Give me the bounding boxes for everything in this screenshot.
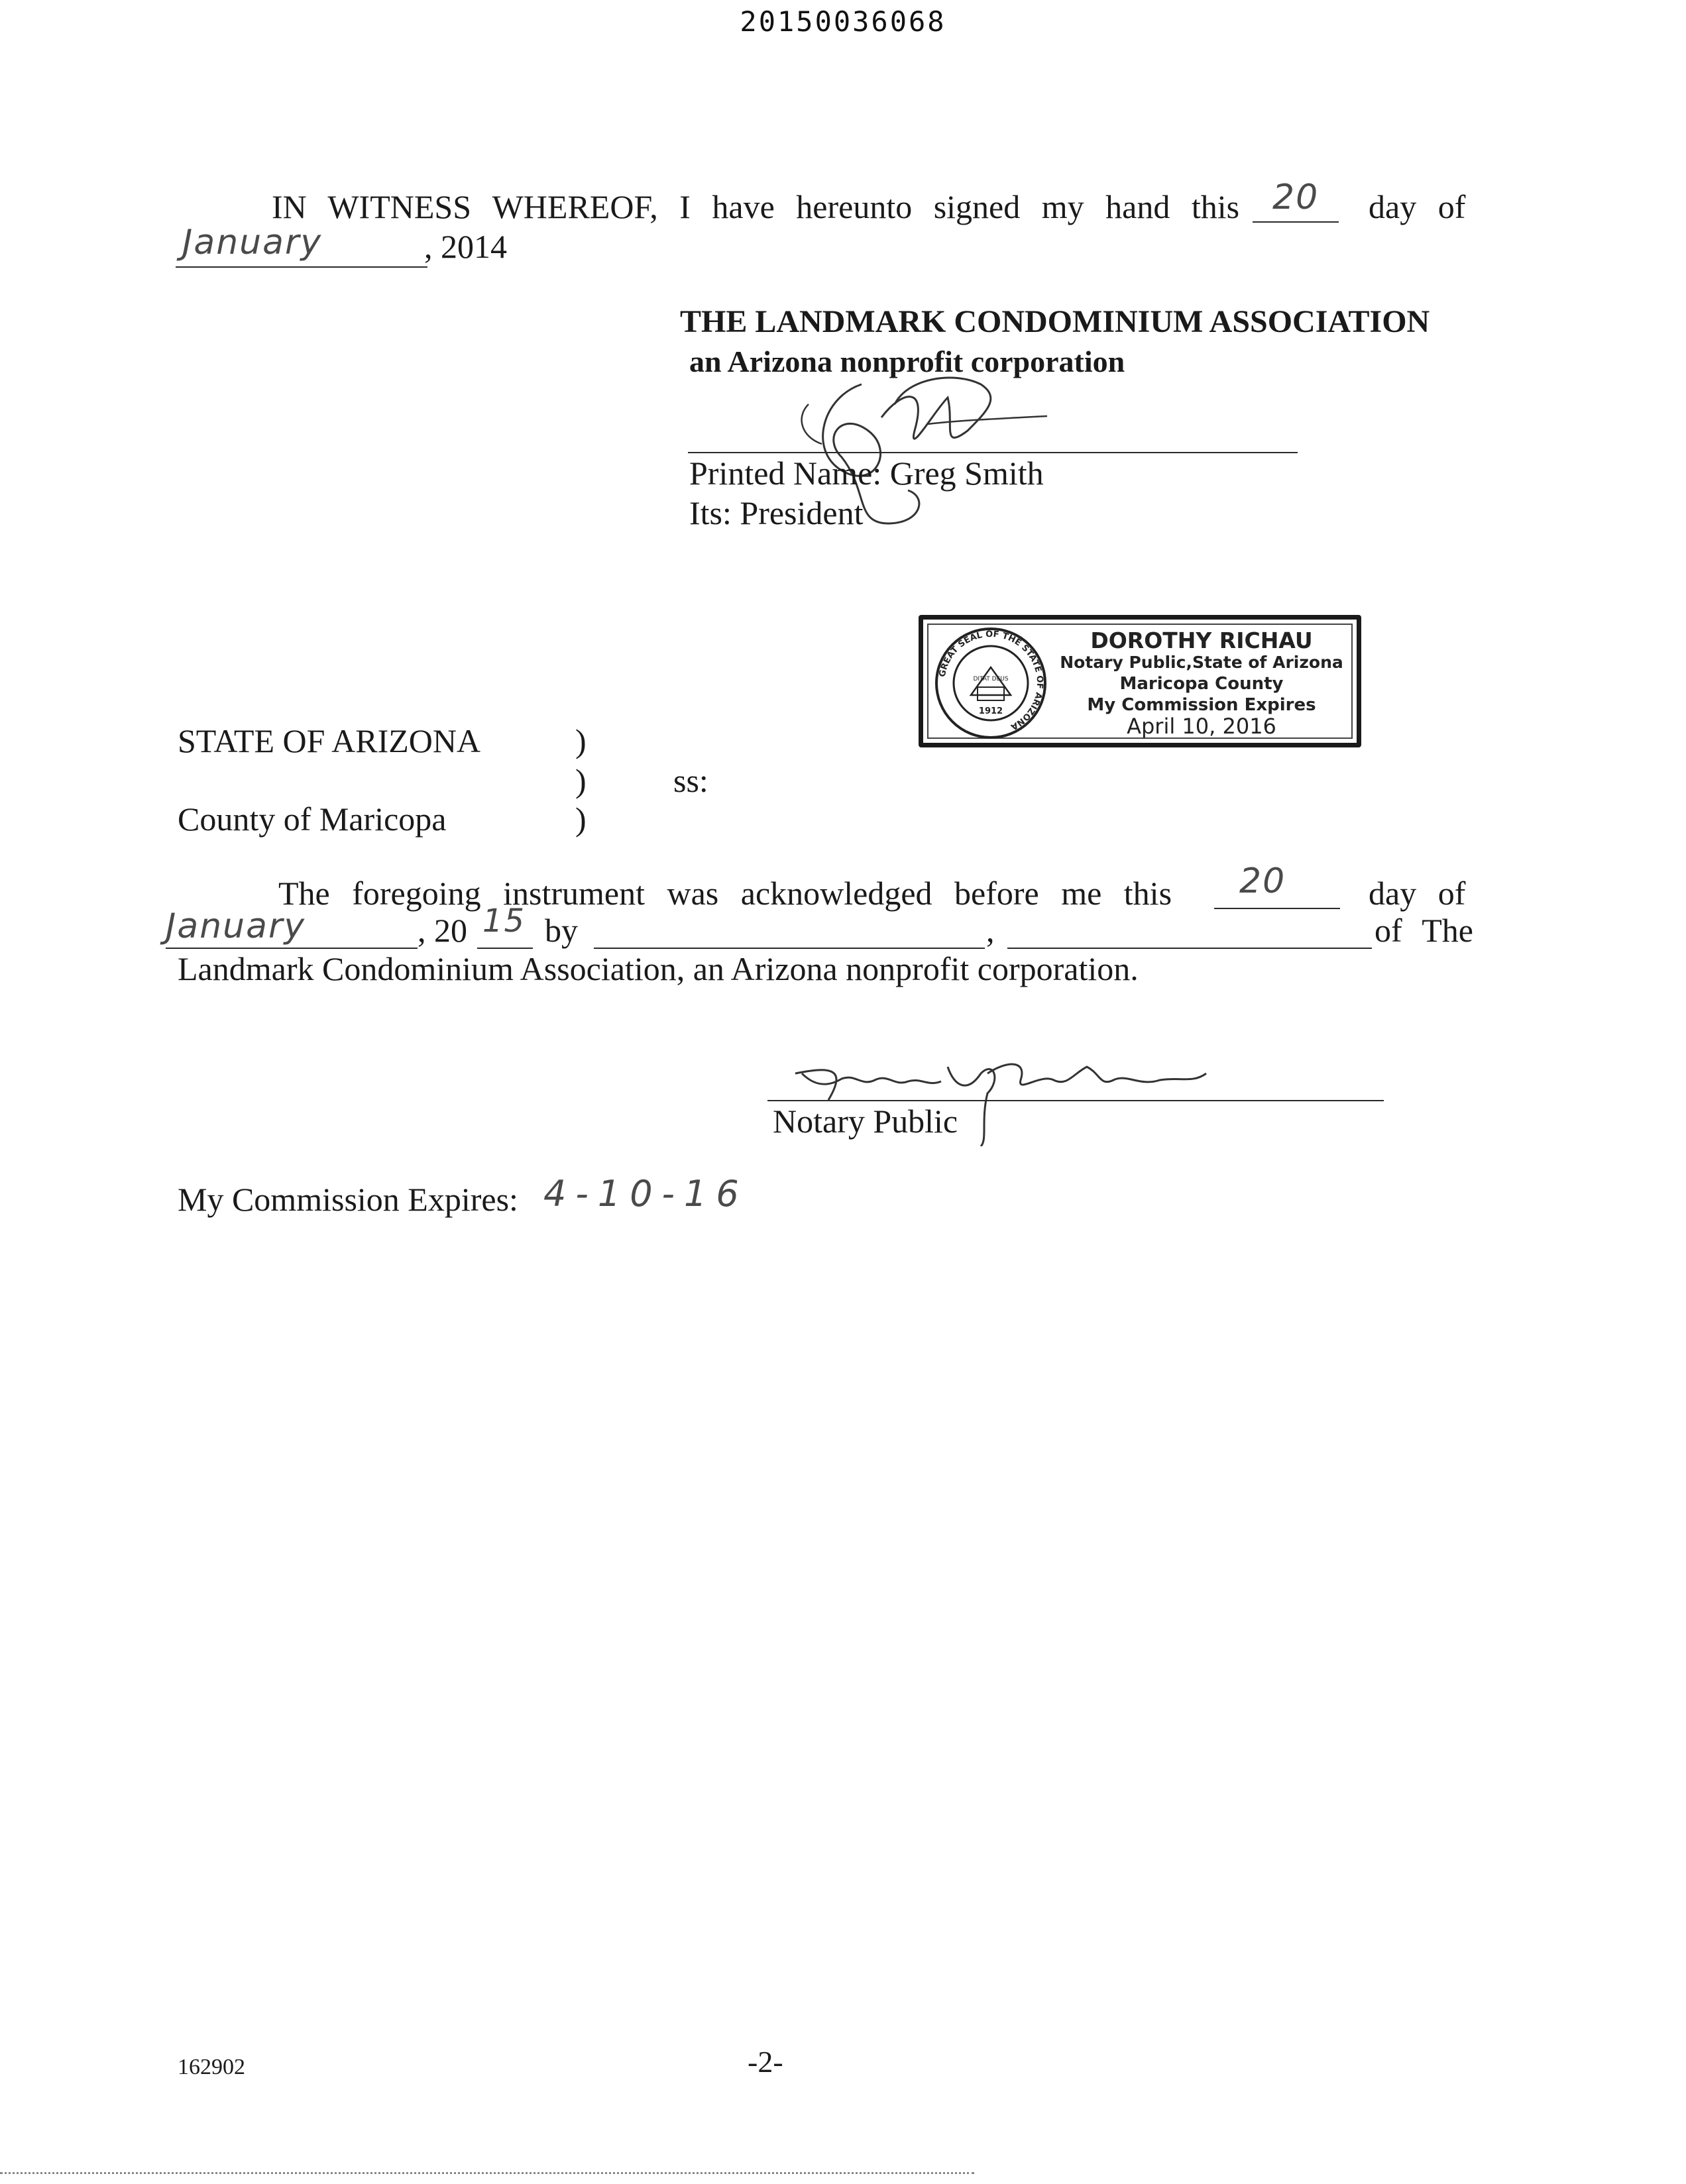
venue-paren-2: ): [575, 762, 587, 799]
stamp-line-notary: Notary Public,State of Arizona: [1060, 653, 1343, 672]
footer-doc-id: 162902: [178, 2055, 245, 2079]
venue-county: County of Maricopa: [178, 800, 447, 838]
venue-paren-3: ): [575, 800, 587, 838]
printed-name: Printed Name: Greg Smith: [689, 455, 1044, 492]
stamp-name: DOROTHY RICHAU: [1090, 628, 1313, 653]
venue-ss: ss:: [673, 762, 708, 799]
acknowledgment-line-3: Landmark Condominium Association, an Arizona nonprofit corporation.: [178, 950, 1139, 987]
ack-of-the: of The: [1375, 912, 1473, 949]
seal-year: 1912: [978, 706, 1003, 716]
witness-day-of: day of: [1369, 188, 1466, 225]
notary-stamp: [919, 615, 1361, 747]
witness-day-handwritten: 20: [1272, 178, 1320, 217]
ack-year-handwritten: 15: [482, 902, 526, 940]
arizona-seal-icon: [934, 626, 1048, 740]
scan-edge-line: [0, 2172, 974, 2174]
witness-day-underline: [1253, 221, 1339, 223]
seal-text: GREAT SEAL OF THE STATE OF ARIZONA: [937, 629, 1045, 732]
ack-comma: ,: [986, 912, 995, 949]
venue-state: STATE OF ARIZONA: [178, 722, 481, 759]
witness-year: , 2014: [424, 228, 507, 265]
ack-day-of: day of: [1369, 875, 1466, 912]
witness-text: IN WITNESS WHEREOF, I have hereunto signed my hand this: [272, 188, 1240, 225]
association-name: THE LANDMARK CONDOMINIUM ASSOCIATION: [680, 304, 1430, 339]
witness-month-handwritten: January: [182, 223, 323, 262]
witness-month-underline: [176, 266, 427, 268]
stamp-line-county: Maricopa County: [1119, 674, 1284, 694]
ack-year-prefix: , 20: [418, 912, 467, 949]
stamp-line-date: April 10, 2016: [1127, 714, 1276, 739]
seal-motto: DITAT DEUS: [973, 676, 1009, 682]
association-subtitle: an Arizona nonprofit corporation: [689, 345, 1125, 378]
ack-month-handwritten: January: [166, 906, 306, 946]
stamp-line-expires: My Commission Expires: [1087, 695, 1316, 715]
officer-title: Its: President: [689, 494, 864, 531]
page-number: -2-: [748, 2045, 783, 2079]
commission-expires-label: My Commission Expires:: [178, 1181, 518, 1218]
acknowledgment-line-1: The foregoing instrument was acknowledged before me this: [278, 875, 1172, 912]
notary-public-label: Notary Public: [773, 1103, 958, 1140]
ack-by: by: [545, 912, 578, 949]
ack-day-underline: [1214, 908, 1340, 909]
document-number: 20150036068: [740, 5, 946, 38]
commission-expires-date: 4-10-16: [543, 1173, 748, 1215]
ack-day-handwritten: 20: [1239, 861, 1286, 901]
venue-paren-1: ): [575, 722, 587, 759]
